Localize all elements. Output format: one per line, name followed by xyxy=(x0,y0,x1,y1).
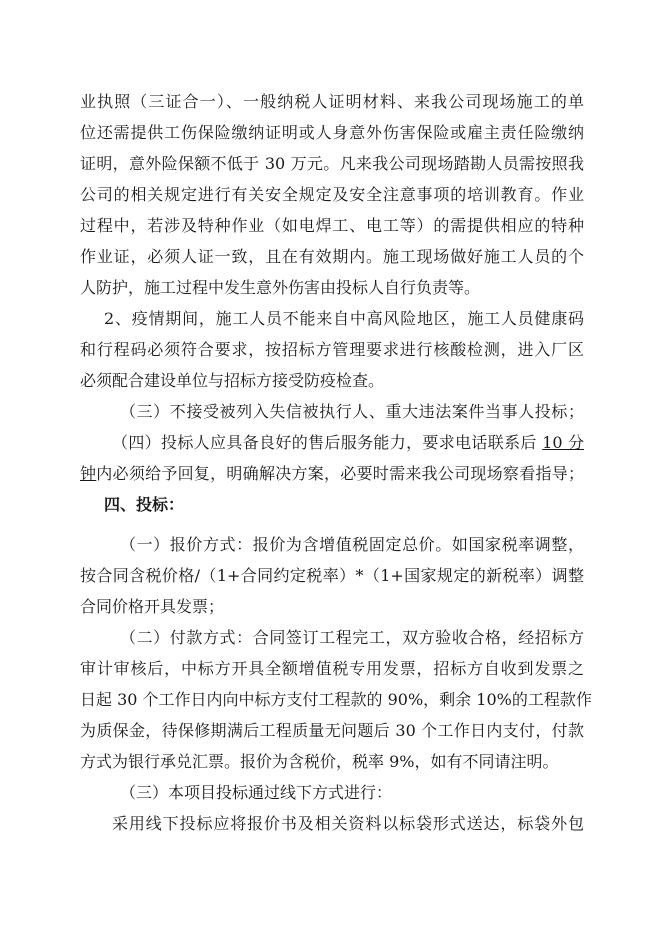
paragraph-line: 采用线下投标应将报价书及相关资料以标袋形式送达，标袋外包 xyxy=(112,814,584,833)
paragraph-line: （三）不接受被列入失信被执行人、重大违法案件当事人投标； xyxy=(120,402,584,421)
paragraph-line: （二）付款方式：合同签订工程完工，双方验收合格，经招标方 xyxy=(120,628,584,647)
paragraph-line xyxy=(80,427,584,458)
paragraph-line: 为质保金，待保修期满后工程质量无问题后 30 个工作日内支付，付款 xyxy=(80,721,584,740)
paragraph-line: 公司的相关规定进行有关安全规定及安全注意事项的培训教育。作业 xyxy=(80,185,584,204)
paragraph-line: 作业证，必须人证一致，且在有效期内。施工现场做好施工人员的个 xyxy=(80,247,584,266)
paragraph-line: 必须配合建设单位与招标方接受防疫检查。 xyxy=(80,371,385,390)
paragraph-line: 合同价格开具发票； xyxy=(80,597,225,616)
underlined-text: 钟 xyxy=(80,464,97,483)
paragraph-line: 2、疫情期间，施工人员不能来自中高风险地区，施工人员健康码 xyxy=(104,309,584,328)
text-segment: （四）投标人应具备良好的售后服务能力，要求电话联系后 xyxy=(112,433,537,452)
paragraph-line: （一）报价方式：报价为含增值税固定总价。如国家税率调整， xyxy=(120,535,584,554)
paragraph-line: （三）本项目投标通过线下方式进行： xyxy=(120,783,393,802)
section-heading: 四、投标： xyxy=(104,495,185,514)
underlined-text: 10 分 xyxy=(542,433,584,452)
paragraph-line: 人防护，施工过程中发生意外伤害由投标人自行负责等。 xyxy=(80,278,481,297)
document-page xyxy=(80,86,592,839)
paragraph-line: 方式为银行承兑汇票。报价为含税价，税率 9%，如有不同请注明。 xyxy=(80,752,559,771)
paragraph-line: 证明，意外险保额不低于 30 万元。凡来我公司现场踏勘人员需按照我 xyxy=(80,154,584,173)
paragraph-line: 位还需提供工伤保险缴纳证明或人身意外伤害保险或雇主责任险缴纳 xyxy=(80,123,584,142)
paragraph-line: 过程中，若涉及特种作业（如电焊工、电工等）的需提供相应的特种 xyxy=(80,216,584,235)
paragraph-line: 按合同含税价格/（1+合同约定税率）*（1+国家规定的新税率）调整 xyxy=(80,566,584,585)
text-segment: 内必须给予回复，明确解决方案，必要时需来我公司现场察看指导； xyxy=(96,464,584,483)
paragraph-line xyxy=(80,458,584,489)
paragraph-line: 和行程码必须符合要求，按招标方管理要求进行核酸检测，进入厂区 xyxy=(80,340,584,359)
paragraph-line: 审计审核后，中标方开具全额增值税专用发票，招标方自收到发票之 xyxy=(80,659,584,678)
paragraph-line: 日起 30 个工作日内向中标方支付工程款的 90%，剩余 10%的工程款作 xyxy=(80,690,592,709)
paragraph-line: 业执照（三证合一）、一般纳税人证明材料、来我公司现场施工的单 xyxy=(80,92,584,111)
